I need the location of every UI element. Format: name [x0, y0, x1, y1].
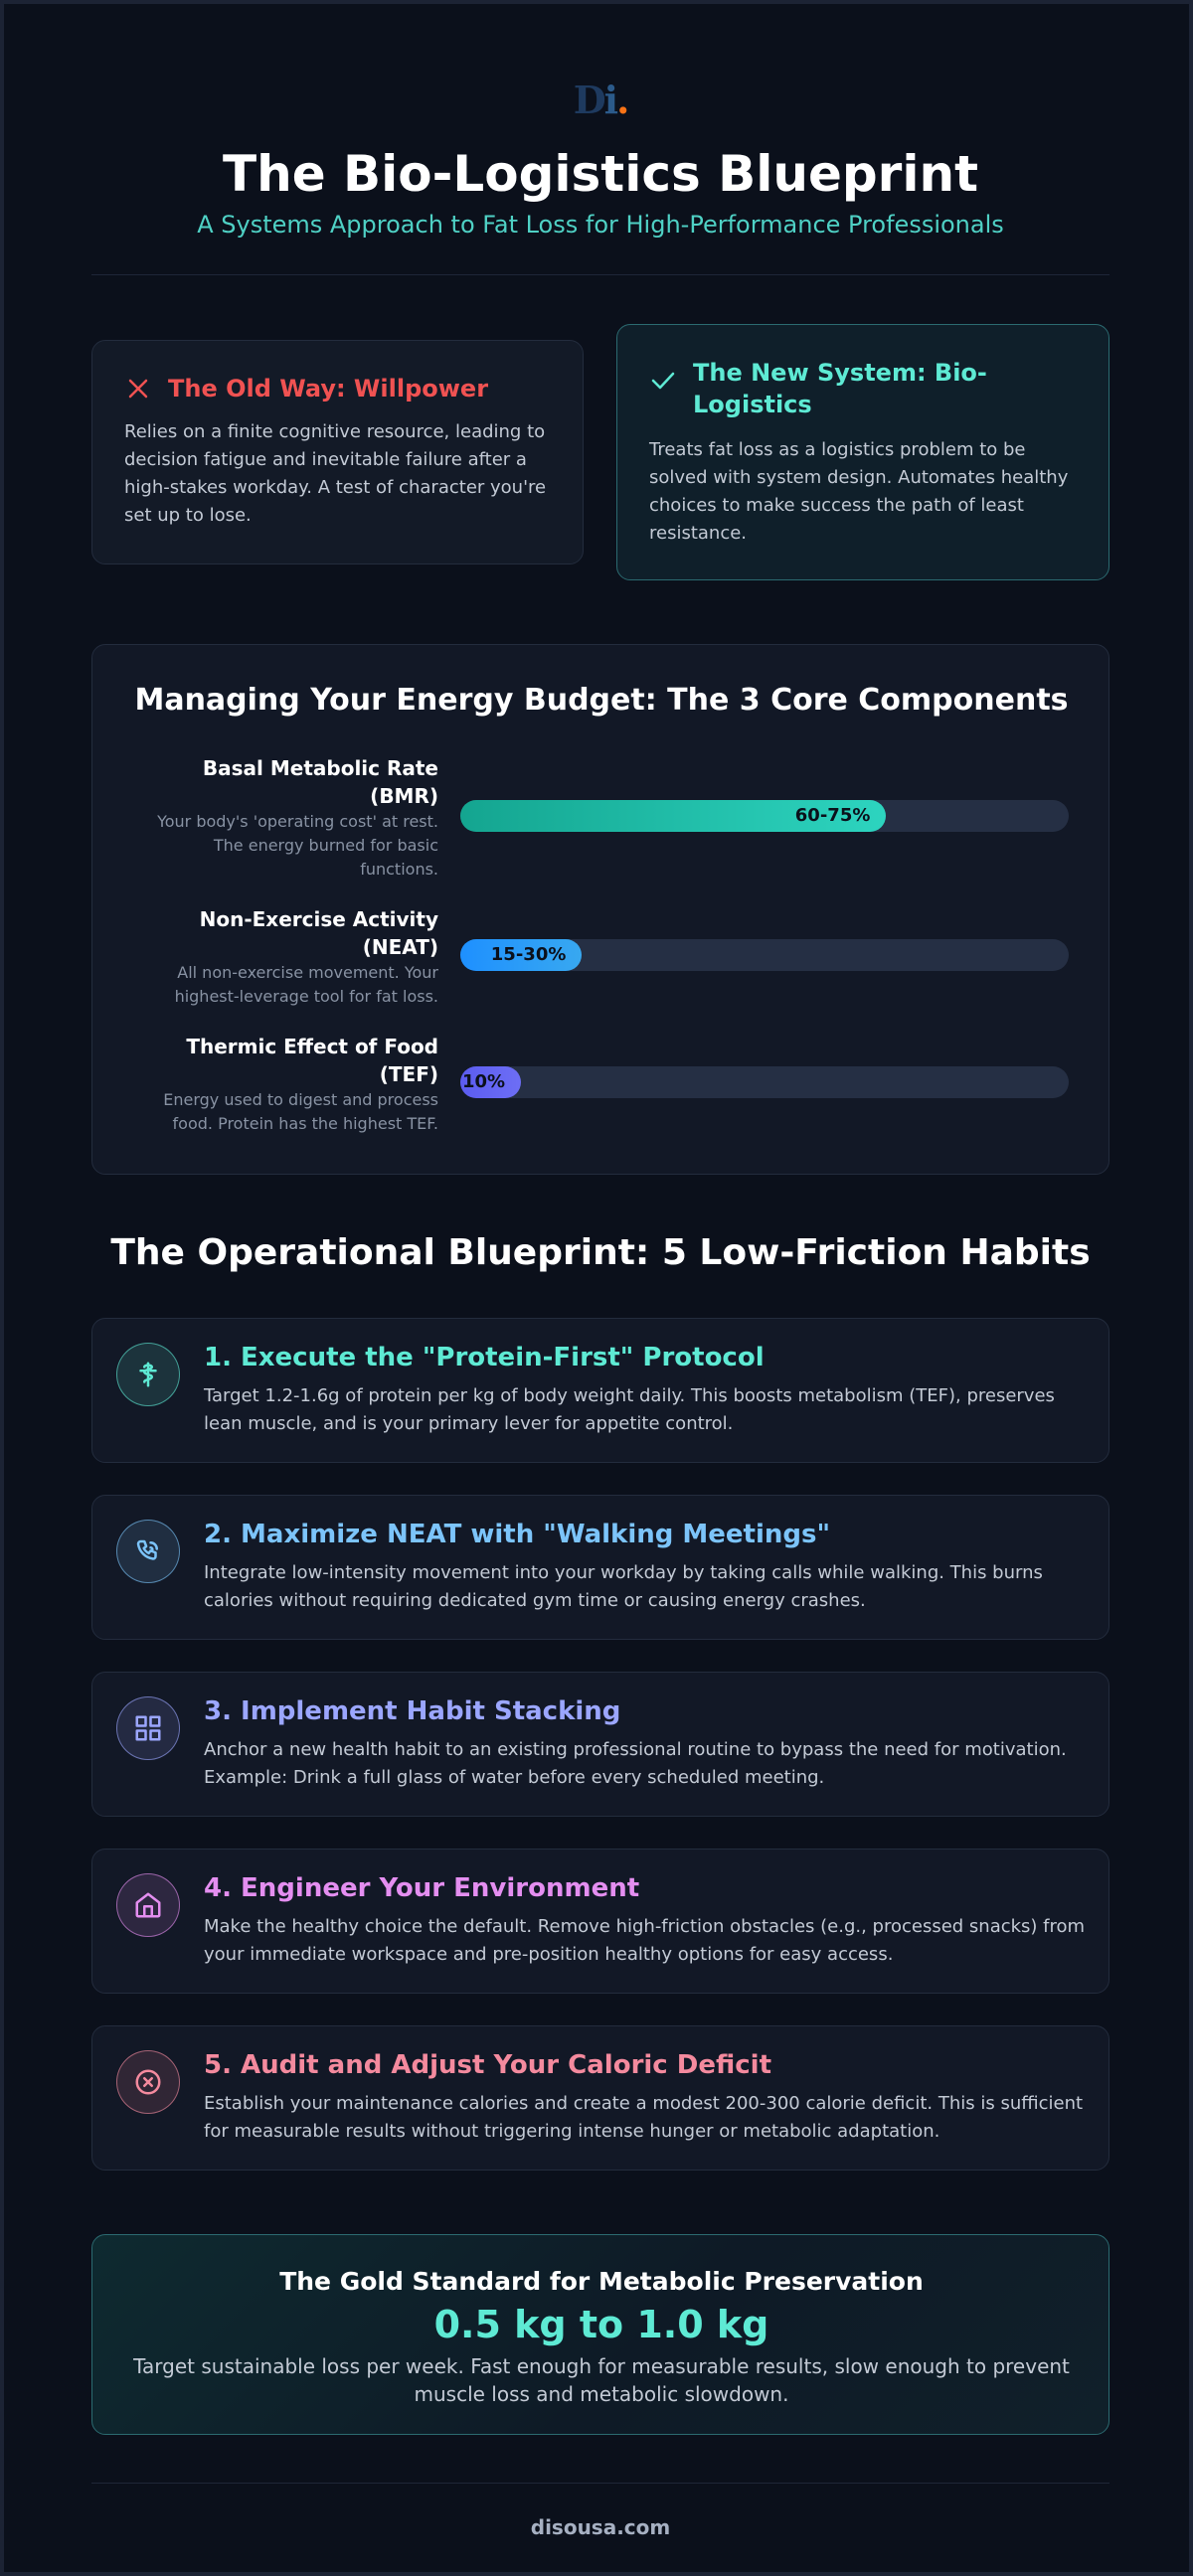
- gold-standard-value: 0.5 kg to 1.0 kg: [433, 2303, 769, 2346]
- habit-body: Establish your maintenance calories and create a modest 200-300 calorie deficit. This is sufficient for measurable results without triggering intense hunger or metabolic adaptation.: [204, 2093, 1084, 2142]
- new-system-title: The New System: Bio-Logistics: [693, 359, 987, 418]
- habit-body: Target 1.2-1.6g of protein per kg of body weight daily. This boosts metabolism (TEF), preserves lean muscle, and is your primary lever for appetite control.: [204, 1385, 1055, 1434]
- habit-title: 1. Execute the "Protein-First" Protocol: [204, 1343, 765, 1372]
- check-icon: [649, 367, 677, 395]
- habits-section-title: The Operational Blueprint: 5 Low-Friction Habits: [110, 1232, 1091, 1273]
- home-icon: [116, 1873, 180, 1937]
- habit-title: 4. Engineer Your Environment: [204, 1873, 640, 1903]
- energy-component-name: Non-Exercise Activity (NEAT): [199, 907, 438, 959]
- habit-card: [91, 2025, 1109, 2171]
- energy-component-name: Thermic Effect of Food (TEF): [186, 1035, 438, 1086]
- habit-card: [91, 1672, 1109, 1817]
- energy-bar-track: [460, 1066, 1069, 1098]
- footer-divider: [91, 2483, 1109, 2484]
- grid-stack-icon: [116, 1696, 180, 1760]
- old-way-body: Relies on a finite cognitive resource, leading to decision fatigue and inevitable failure after a high-stakes workday. A test of character you're set up to lose.: [124, 421, 547, 526]
- header-divider: [91, 274, 1109, 275]
- energy-component-description: Energy used to digest and process food. Protein has the highest TEF.: [163, 1090, 438, 1133]
- energy-bar-track: [460, 800, 1069, 832]
- habit-title: 3. Implement Habit Stacking: [204, 1696, 621, 1726]
- habit-card: [91, 1318, 1109, 1463]
- page-title: The Bio-Logistics Blueprint: [223, 145, 978, 203]
- energy-budget-title: Managing Your Energy Budget: The 3 Core Components: [134, 683, 1069, 718]
- old-way-title: The Old Way: Willpower: [168, 375, 489, 402]
- habit-body: Integrate low-intensity movement into your workday by taking calls while walking. This burns calories without requiring dedicated gym time or causing energy crashes.: [204, 1562, 1043, 1611]
- gold-standard-callout: [91, 2234, 1109, 2435]
- old-way-card: [91, 340, 584, 564]
- energy-component-description: All non-exercise movement. Your highest-leverage tool for fat loss.: [174, 963, 438, 1006]
- energy-bar-track: [460, 939, 1069, 971]
- habit-body: Anchor a new health habit to an existing professional routine to bypass the need for motivation. Example: Drink a full glass of water before every scheduled meeting.: [204, 1739, 1067, 1788]
- energy-bar-fill: [460, 1066, 521, 1098]
- phone-walking-icon: [116, 1520, 180, 1583]
- energy-budget-panel: [91, 644, 1109, 1175]
- energy-component-description: Your body's 'operating cost' at rest. The energy burned for basic functions.: [157, 812, 438, 879]
- habit-title: 5. Audit and Adjust Your Caloric Deficit: [204, 2050, 772, 2080]
- energy-bar-fill: [460, 939, 582, 971]
- page-subtitle: A Systems Approach to Fat Loss for High-Performance Professionals: [197, 211, 1004, 239]
- x-icon: [124, 375, 152, 402]
- protein-icon: [116, 1343, 180, 1406]
- energy-bar-label: 15-30%: [490, 944, 567, 965]
- habit-title: 2. Maximize NEAT with "Walking Meetings": [204, 1520, 831, 1549]
- energy-bar-label: 60-75%: [794, 805, 871, 826]
- gold-standard-title: The Gold Standard for Metabolic Preservation: [279, 2267, 924, 2296]
- x-circle-icon: [116, 2050, 180, 2114]
- new-system-body: Treats fat loss as a logistics problem to be solved with system design. Automates healthy choices to make success the path of least resistance.: [649, 439, 1069, 544]
- habit-card: [91, 1849, 1109, 1994]
- energy-component-name: Basal Metabolic Rate (BMR): [202, 756, 438, 808]
- habit-card: [91, 1495, 1109, 1640]
- brand-logo: Di.: [573, 78, 628, 122]
- footer-site: disousa.com: [530, 2515, 671, 2539]
- new-system-card: [616, 324, 1109, 580]
- habit-body: Make the healthy choice the default. Remove high-friction obstacles (e.g., processed snacks) from your immediate workspace and pre-position healthy options for easy access.: [204, 1916, 1086, 1965]
- energy-bar-fill: [460, 800, 886, 832]
- energy-bar-label: 10%: [462, 1071, 506, 1092]
- gold-standard-body: Target sustainable loss per week. Fast enough for measurable results, slow enough to prevent muscle loss and metabolic slowdown.: [133, 2354, 1070, 2406]
